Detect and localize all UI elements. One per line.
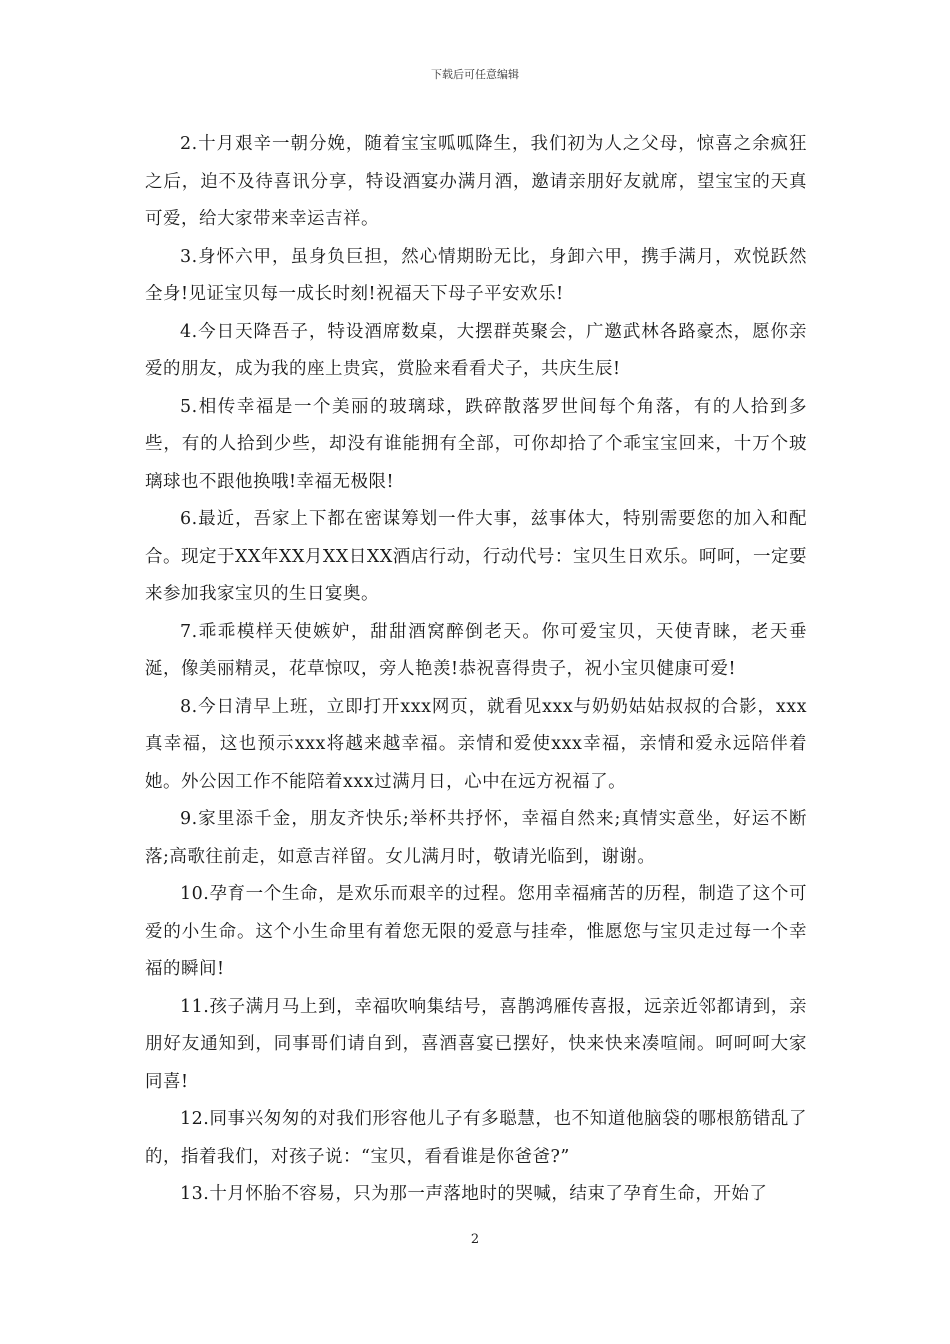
paragraph-4: 4.今日天降吾子，特设酒席数桌，大摆群英聚会，广邀武林各路豪杰，愿你亲爱的朋友，成为我的座上贵宾，赏脸来看看犬子，共庆生辰! [145, 321, 807, 379]
paragraph-3: 3.身怀六甲，虽身负巨担，然心情期盼无比，身卸六甲，携手满月，欢悦跃然全身!见证宝贝每一成长时刻!祝福天下母子平安欢乐! [145, 246, 807, 304]
paragraph-10: 10.孕育一个生命，是欢乐而艰辛的过程。您用幸福痛苦的历程，制造了这个可爱的小生命。这个小生命里有着您无限的爱意与挂牵，惟愿您与宝贝走过每一个幸福的瞬间! [145, 884, 807, 979]
paragraph-13: 13.十月怀胎不容易，只为那一声落地时的哭喊，结束了孕育生命，开始了 [180, 1184, 768, 1204]
page-number: 2 [470, 1232, 480, 1247]
paragraph-5: 5.相传幸福是一个美丽的玻璃球，跌碎散落罗世间每个角落，有的人拾到多些，有的人拾到少些，却没有谁能拥有全部，可你却拾了个乖宝宝回来，十万个玻璃球也不跟他换哦!幸福无极限! [145, 396, 807, 492]
paragraph-8: 8.今日清早上班，立即打开xxx网页，就看见xxx与奶奶姑姑叔叔的合影，xxx真幸福，这也预示xxx将越来越幸福。亲情和爱使xxx幸福，亲情和爱永远陪伴着她。外公因工作不能陪着xxx过满月日，心中在远方祝福了。 [145, 696, 807, 792]
paragraph-2: 2.十月艰辛一朝分娩，随着宝宝呱呱降生，我们初为人之父母，惊喜之余疯狂之后，迫不及待喜讯分享，特设酒宴办满月酒，邀请亲朋好友就席，望宝宝的天真可爱，给大家带来幸运吉祥。 [145, 134, 807, 229]
paragraph-7: 7.乖乖模样天使嫉妒，甜甜酒窝醉倒老天。你可爱宝贝，天使青睐，老天垂涎，像美丽精灵，花草惊叹，旁人艳羡!恭祝喜得贵子，祝小宝贝健康可爱! [145, 621, 807, 679]
paragraph-6: 6.最近，吾家上下都在密谋筹划一件大事，兹事体大，特别需要您的加入和配合。现定于XX年XX月XX日XX酒店行动，行动代号：宝贝生日欢乐。呵呵，一定要来参加我家宝贝的生日宴奥。 [145, 509, 807, 604]
paragraph-9: 9.家里添千金，朋友齐快乐;举杯共抒怀，幸福自然来;真情实意坐，好运不断落;高歌往前走，如意吉祥留。女儿满月时，敬请光临到，谢谢。 [145, 809, 807, 867]
paragraph-11: 11.孩子满月马上到，幸福吹响集结号，喜鹊鸿雁传喜报，远亲近邻都请到，亲朋好友通知到，同事哥们请自到，喜酒喜宴已摆好，快来快来凑喧闹。呵呵呵大家同喜! [145, 996, 807, 1092]
page-header: 下载后可任意编辑 [431, 68, 519, 81]
paragraph-12: 12.同事兴匆匆的对我们形容他儿子有多聪慧，也不知道他脑袋的哪根筋错乱了的，指着我们，对孩子说：“宝贝，看看谁是你爸爸?” [145, 1109, 807, 1167]
document-body [145, 126, 807, 1214]
